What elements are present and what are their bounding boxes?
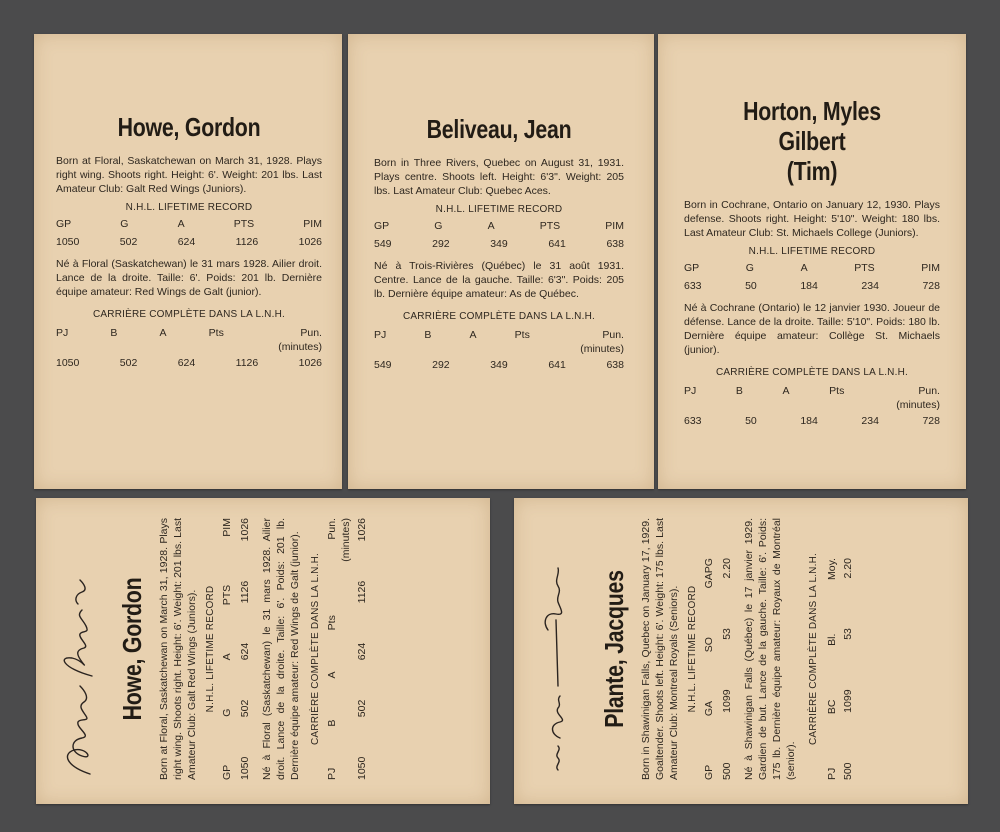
stat-value: 641 xyxy=(548,359,566,371)
stat-value: 234 xyxy=(861,415,879,427)
card-plante-signed xyxy=(514,498,968,804)
stat-header: PJ xyxy=(684,385,697,397)
record-title-english: N.H.L. LIFETIME RECORD xyxy=(125,202,253,213)
stat-value: 1126 xyxy=(235,236,259,248)
stat-value: 1126 xyxy=(356,580,368,604)
stat-header: A xyxy=(221,653,233,661)
bio-english: Born at Floral, Saskatchewan on March 31, 1928. Plays right wing. Shoots right. Height: 6'. Weight: 201 lbs. Last Amateur Club: Galt Red Wings (Juniors). xyxy=(56,155,322,195)
card-howe-top xyxy=(34,34,342,489)
stats-headers-english xyxy=(220,518,234,780)
stat-value: 1126 xyxy=(239,580,251,604)
stat-header: Pun. (minutes) xyxy=(326,518,352,562)
stat-value: 349 xyxy=(490,238,508,250)
stats-values-french xyxy=(841,518,855,780)
stat-value: 638 xyxy=(606,238,624,250)
autograph-signature xyxy=(48,518,110,780)
stat-header: A xyxy=(782,385,790,397)
card-title-line1: Horton, Myles Gilbert xyxy=(743,96,881,156)
stat-header: GP xyxy=(221,764,233,780)
stat-header: B xyxy=(110,327,118,339)
stat-value: 53 xyxy=(842,628,854,640)
record-title-french: CARRIÈRE COMPLÈTE DANS LA L.N.H. xyxy=(92,309,285,320)
stat-value: 184 xyxy=(800,415,818,427)
stats-headers-french xyxy=(325,518,353,780)
stat-value: 500 xyxy=(721,762,733,780)
bio-english: Born in Three Rivers, Quebec on August 31, 1931. Plays centre. Shoots left. Height: 6'3". Weight: 205 lbs. Last Amateur Club: Quebec Aces. xyxy=(374,157,624,197)
stat-value: 292 xyxy=(432,238,450,250)
stat-header: A xyxy=(800,262,808,274)
stat-value: 50 xyxy=(745,415,757,427)
stat-value: 641 xyxy=(548,238,566,250)
stats-values-french xyxy=(684,414,940,428)
card-title: Beliveau, Jean xyxy=(426,114,572,144)
stat-header: GA xyxy=(703,700,715,717)
stat-value: 502 xyxy=(119,357,138,369)
bio-french: Né à Cochrane (Ontario) le 12 janvier 1930. Joueur de défense. Lance de la droite. Taille: 5'10". Poids: 180 lb. Dernière équipe amateur: Collège St. Michaels (junior). xyxy=(684,302,940,356)
stat-value: 624 xyxy=(177,236,196,248)
stat-value: 728 xyxy=(922,280,940,292)
card-title-line2: (Tim) xyxy=(786,156,838,186)
stats-values-french xyxy=(374,358,624,372)
stat-header: Bl. xyxy=(826,633,838,646)
stats-headers-french xyxy=(825,518,839,780)
stat-value: 549 xyxy=(374,238,392,250)
stat-value: 1026 xyxy=(298,236,322,248)
record-title-french: CARRIÈRE COMPLÈTE DANS LA L.N.H. xyxy=(402,311,595,322)
card-horton xyxy=(658,34,966,489)
bio-french: Né à Shawinigan Falls (Québec) le 17 janvier 1929. Gardien de but. Lance de la gauche. Taille: 6'. Poids: 175 lb. Dernière équipe amateur: Royaux de Montréal (senior). xyxy=(743,518,797,780)
bio-english: Born in Shawinigan Falls, Quebec on January 17, 1929. Goaltender. Shoots left. Height: 6'. Weight: 175 lbs. Last Amateur Club: Montreal Royals (Seniors). xyxy=(640,518,680,780)
stat-value: 1050 xyxy=(56,236,80,248)
stat-header: GP xyxy=(703,764,715,780)
autograph-signature xyxy=(528,518,588,780)
stat-header: A xyxy=(177,218,185,230)
stat-header: Pts xyxy=(514,329,530,341)
bio-french: Né à Trois-Rivières (Québec) le 31 août 1931. Centre. Lance de la gauche. Taille: 6'3". Poids: 205 lb. Dernière équipe amateur: As de Québec. xyxy=(374,260,624,300)
card-title: Plante, Jacques xyxy=(599,570,629,728)
stat-header: G xyxy=(745,262,754,274)
record-title-english: N.H.L. LIFETIME RECORD xyxy=(748,246,876,257)
stats-headers-english xyxy=(702,518,716,780)
stat-value: 1026 xyxy=(298,357,322,369)
stat-value: 1050 xyxy=(239,756,251,780)
stat-header: Moy. xyxy=(826,558,838,580)
stat-value: 1050 xyxy=(56,357,80,369)
stat-header: GP xyxy=(684,262,700,274)
record-title-english: N.H.L. LIFETIME RECORD xyxy=(687,585,698,713)
bio-english: Born in Cochrane, Ontario on January 12, 1930. Plays defense. Shoots right. Height: 5'10". Weight: 180 lbs. Last Amateur Club: St. Michaels College (Juniors). xyxy=(684,199,940,239)
stat-header: PIM xyxy=(303,218,322,230)
stat-value: 633 xyxy=(684,415,702,427)
card-title: Howe, Gordon xyxy=(117,112,261,142)
stat-header: GP xyxy=(56,218,72,230)
stat-value: 1126 xyxy=(235,357,259,369)
bio-english: Born at Floral, Saskatchewan on March 31, 1928. Plays right wing. Shoots right. Height: 6'. Weight: 201 lbs. Last Amateur Club: Galt Red Wings (Juniors). xyxy=(158,518,198,780)
stat-header: A xyxy=(487,220,495,232)
stat-header: G xyxy=(120,218,129,230)
stat-header: PTS xyxy=(221,584,233,606)
stat-value: 1026 xyxy=(239,518,251,542)
stat-value: 292 xyxy=(432,359,450,371)
stats-values-english xyxy=(56,235,322,249)
stat-value: 624 xyxy=(239,642,251,661)
stat-header: GP xyxy=(374,220,390,232)
stat-value: 624 xyxy=(177,357,196,369)
stat-value: 2.20 xyxy=(842,558,854,579)
stat-header: PIM xyxy=(605,220,624,232)
stats-values-english xyxy=(374,237,624,251)
stat-header: B xyxy=(735,385,743,397)
stat-value: 549 xyxy=(374,359,392,371)
stat-value: 502 xyxy=(356,699,368,718)
stat-header: PJ xyxy=(826,767,838,780)
stat-header: GAPG xyxy=(703,558,715,589)
stat-header: A xyxy=(326,671,338,679)
stat-value: 502 xyxy=(239,699,251,718)
stat-header: PTS xyxy=(854,262,875,274)
stat-header: B xyxy=(424,329,432,341)
record-title-french: CARRIÈRE COMPLÈTE DANS LA L.N.H. xyxy=(808,553,819,746)
stat-header: Pts xyxy=(829,385,845,397)
stat-value: 1050 xyxy=(356,756,368,780)
stat-header: B xyxy=(326,719,338,727)
stat-value: 638 xyxy=(606,359,624,371)
stat-value: 234 xyxy=(861,280,879,292)
stat-value: 349 xyxy=(490,359,508,371)
stat-header: Pts xyxy=(208,327,224,339)
stat-header: Pts xyxy=(326,615,338,631)
stats-headers-english xyxy=(684,261,940,275)
stat-header: PJ xyxy=(326,767,338,780)
card-beliveau xyxy=(348,34,654,489)
card-howe-signed xyxy=(36,498,490,804)
stat-value: 633 xyxy=(684,280,702,292)
stat-value: 1099 xyxy=(842,689,854,713)
record-title-french: CARRIÈRE COMPLÈTE DANS LA L.N.H. xyxy=(310,553,321,746)
stat-value: 53 xyxy=(721,628,733,640)
stat-header: PIM xyxy=(921,262,940,274)
stat-value: 500 xyxy=(842,762,854,780)
stat-value: 184 xyxy=(800,280,818,292)
stats-values-french xyxy=(355,518,369,780)
stat-header: Pun. (minutes) xyxy=(278,327,322,353)
stat-header: A xyxy=(469,329,477,341)
stat-header: PIM xyxy=(221,518,233,537)
stats-values-english xyxy=(720,518,734,780)
stat-header: G xyxy=(434,220,443,232)
stats-values-english xyxy=(238,518,252,780)
stat-header: Pun. (minutes) xyxy=(580,329,624,355)
stats-headers-english xyxy=(374,219,624,233)
stat-header: Pun. (minutes) xyxy=(896,385,940,411)
bio-french: Né à Floral (Saskatchewan) le 31 mars 1928. Ailier droit. Lance de la droite. Taille: 6'. Poids: 201 lb. Dernière équipe amateur: Red Wings de Galt (junior). xyxy=(56,258,322,298)
stats-headers-french xyxy=(684,384,940,412)
stat-value: 1026 xyxy=(356,518,368,542)
record-title-english: N.H.L. LIFETIME RECORD xyxy=(435,204,563,215)
stat-header: PTS xyxy=(233,218,255,230)
card-title: Howe, Gordon xyxy=(117,577,147,721)
stat-value: 50 xyxy=(745,280,757,292)
stat-header: SO xyxy=(703,637,715,653)
stat-header: PJ xyxy=(56,327,69,339)
stats-values-french xyxy=(56,356,322,370)
bio-french: Né à Floral (Saskatchewan) le 31 mars 1928. Ailier droit. Lance de la droite. Taille: 6'. Poids: 201 lb. Dernière équipe amateur: Red Wings de Galt (junior). xyxy=(261,518,301,780)
stats-headers-french xyxy=(374,328,624,356)
stat-value: 624 xyxy=(356,642,368,661)
stat-value: 502 xyxy=(119,236,138,248)
stats-values-english xyxy=(684,279,940,293)
stat-header: G xyxy=(221,708,233,717)
record-title-french: CARRIÈRE COMPLÈTE DANS LA L.N.H. xyxy=(715,367,908,378)
stat-header: PTS xyxy=(539,220,561,232)
record-title-english: N.H.L. LIFETIME RECORD xyxy=(205,585,216,713)
stat-value: 728 xyxy=(922,415,940,427)
stat-value: 1099 xyxy=(721,689,733,713)
stat-header: A xyxy=(159,327,167,339)
stats-headers-french xyxy=(56,326,322,354)
stats-headers-english xyxy=(56,217,322,231)
stat-value: 2.20 xyxy=(721,558,733,579)
stat-header: PJ xyxy=(374,329,387,341)
stat-header: BC xyxy=(826,699,838,715)
